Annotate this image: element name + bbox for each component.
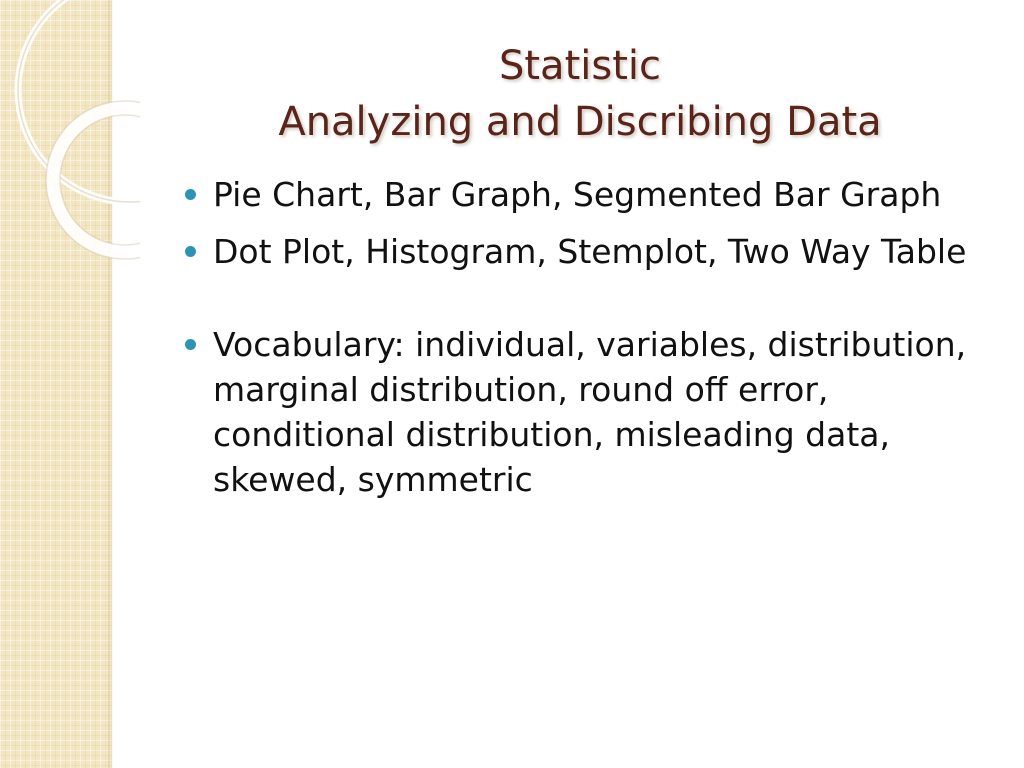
slide-title [150,38,1010,150]
bullet-text: Dot Plot, Histogram, Stemplot, Two Way Table [213,232,967,271]
bullet-item-plot-types [185,229,975,274]
bullet-text: Pie Chart, Bar Graph, Segmented Bar Graph [213,175,942,214]
title-line-statistic: Statistic [498,43,661,89]
title-line-subtitle: Analyzing and Discribing Data [278,99,882,145]
bullet-dot-icon [185,339,196,350]
bullet-text: Vocabulary: individual, variables, distribution, marginal distribution, round off error, conditional distribution, misleading data, skewed, symmetric [213,325,967,499]
decorative-rings-icon [0,0,140,260]
bullet-dot-icon [185,246,196,257]
bullet-list [185,172,975,514]
bullet-item-chart-types [185,172,975,217]
bullet-item-vocabulary [185,322,975,502]
bullet-dot-icon [185,189,196,200]
